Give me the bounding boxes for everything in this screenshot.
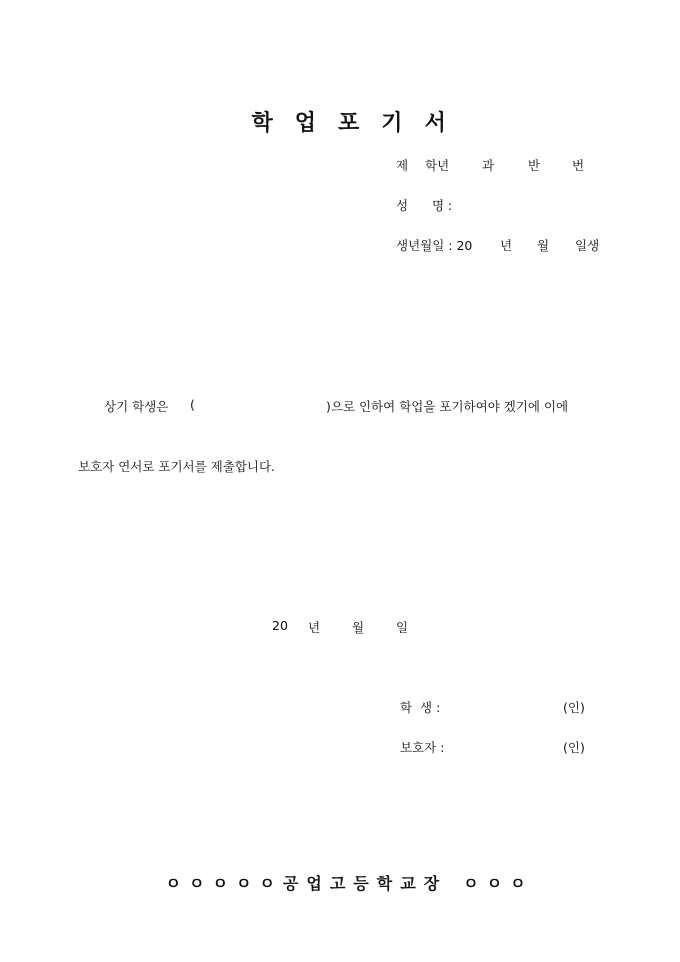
info-class: 반 (528, 158, 541, 173)
footer-char: ㅇ (486, 874, 503, 893)
name-label-second: 명 : (432, 198, 453, 213)
info-dept: 과 (482, 158, 495, 173)
footer-char: ㅇ (235, 874, 252, 893)
body-line2: 보호자 연서로 포기서를 제출합니다. (78, 459, 276, 474)
guardian-label: 보호자 : (400, 740, 445, 755)
info-number: 번 (572, 158, 585, 173)
name-label-first: 성 (396, 198, 409, 213)
title-char: 기 (381, 110, 405, 136)
footer-char: 업 (306, 874, 322, 893)
title-char: 서 (424, 110, 448, 136)
guardian-seal: (인) (563, 740, 585, 755)
footer-char: 장 (423, 874, 440, 893)
document-title (0, 80, 680, 137)
birth-label: 생년월일 : 20 (396, 238, 473, 253)
footer-char: 등 (353, 874, 369, 893)
title-char: 포 (338, 110, 362, 136)
birth-month: 월 (537, 238, 550, 253)
footer-char: 교 (400, 874, 416, 893)
title-char: 업 (294, 110, 319, 136)
date-year-prefix: 20 (272, 618, 288, 633)
date-day: 일 (396, 620, 409, 635)
footer-char: 공 (282, 874, 299, 893)
footer-char: ㅇ (165, 874, 182, 893)
info-je: 제 (396, 158, 409, 173)
footer-char: ㅇ (463, 874, 479, 893)
birth-day: 일생 (575, 238, 600, 253)
student-label: 학 생 : (400, 700, 441, 715)
school-principal-line (0, 852, 680, 894)
student-seal: (인) (563, 700, 585, 715)
footer-char: ㅇ (212, 874, 228, 893)
footer-char: 고 (329, 874, 346, 893)
body-line1-end: )으로 인하여 학업을 포기하여야 겠기에 이에 (326, 399, 569, 414)
info-grade: 학년 (425, 158, 450, 173)
footer-char: 학 (376, 874, 393, 893)
title-char: 학 (251, 110, 275, 136)
birth-year: 년 (500, 238, 513, 253)
date-month: 월 (352, 620, 365, 635)
footer-char: ㅇ (259, 874, 275, 893)
date-year: 년 (308, 620, 321, 635)
body-line1-start: 상기 학생은 (104, 399, 169, 414)
footer-char: ㅇ (510, 874, 526, 893)
body-line1-paren: ( (190, 397, 195, 412)
footer-char: ㅇ (189, 874, 205, 893)
